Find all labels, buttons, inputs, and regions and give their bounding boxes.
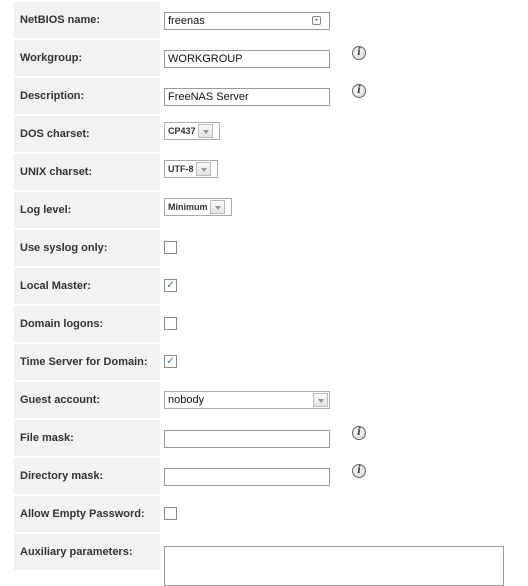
row-guest-account xyxy=(0,380,528,418)
row-description xyxy=(0,76,528,114)
guest-account-label: Guest account: xyxy=(14,382,160,418)
chevron-down-icon[interactable] xyxy=(313,393,328,407)
chevron-down-icon[interactable] xyxy=(198,124,213,138)
directory-mask-label: Directory mask: xyxy=(14,458,160,494)
chevron-down-icon[interactable] xyxy=(210,200,225,214)
file-mask-input[interactable] xyxy=(164,430,330,448)
unix-charset-label: UNIX charset: xyxy=(14,154,160,190)
chevron-down-icon[interactable] xyxy=(196,162,211,176)
allow-empty-password-checkbox[interactable] xyxy=(164,507,177,520)
id-card-icon[interactable]: ▪ xyxy=(312,16,321,25)
info-icon[interactable]: i xyxy=(352,464,366,478)
workgroup-label: Workgroup: xyxy=(14,40,160,76)
time-server-checkbox[interactable]: ✓ xyxy=(164,355,177,368)
domain-logons-checkbox[interactable] xyxy=(164,317,177,330)
netbios-name-label: NetBIOS name: xyxy=(14,2,160,38)
file-mask-label: File mask: xyxy=(14,420,160,456)
netbios-name-input[interactable]: freenas xyxy=(164,12,330,30)
row-allow-empty-password xyxy=(0,494,528,532)
row-domain-logons xyxy=(0,304,528,342)
local-master-checkbox[interactable]: ✓ xyxy=(164,279,177,292)
aux-params-textarea[interactable] xyxy=(164,546,504,586)
guest-account-value: nobody xyxy=(168,394,205,406)
dos-charset-label: DOS charset: xyxy=(14,116,160,152)
use-syslog-label: Use syslog only: xyxy=(14,230,160,266)
row-log-level xyxy=(0,190,528,228)
row-file-mask xyxy=(0,418,528,456)
dos-charset-value: CP437 xyxy=(168,126,196,136)
local-master-label: Local Master: xyxy=(14,268,160,304)
row-netbios-name xyxy=(0,0,528,38)
row-unix-charset xyxy=(0,152,528,190)
info-icon[interactable]: i xyxy=(352,84,366,98)
unix-charset-select[interactable] xyxy=(164,160,218,178)
log-level-select[interactable] xyxy=(164,198,232,216)
log-level-value: Minimum xyxy=(168,202,208,212)
domain-logons-label: Domain logons: xyxy=(14,306,160,342)
aux-params-label: Auxiliary parameters: xyxy=(14,534,160,570)
time-server-label: Time Server for Domain: xyxy=(14,344,160,380)
info-icon[interactable]: i xyxy=(352,426,366,440)
row-dos-charset xyxy=(0,114,528,152)
directory-mask-input[interactable] xyxy=(164,468,330,486)
unix-charset-value: UTF-8 xyxy=(168,164,194,174)
allow-empty-password-label: Allow Empty Password: xyxy=(14,496,160,532)
row-time-server xyxy=(0,342,528,380)
row-use-syslog xyxy=(0,228,528,266)
info-icon[interactable]: i xyxy=(352,46,366,60)
description-input[interactable]: FreeNAS Server xyxy=(164,88,330,106)
description-label: Description: xyxy=(14,78,160,114)
row-aux-params xyxy=(0,532,528,570)
guest-account-select[interactable] xyxy=(164,391,330,409)
row-local-master xyxy=(0,266,528,304)
log-level-label: Log level: xyxy=(14,192,160,228)
row-directory-mask xyxy=(0,456,528,494)
workgroup-input[interactable]: WORKGROUP xyxy=(164,50,330,68)
row-workgroup xyxy=(0,38,528,76)
use-syslog-checkbox[interactable] xyxy=(164,241,177,254)
dos-charset-select[interactable] xyxy=(164,122,220,140)
